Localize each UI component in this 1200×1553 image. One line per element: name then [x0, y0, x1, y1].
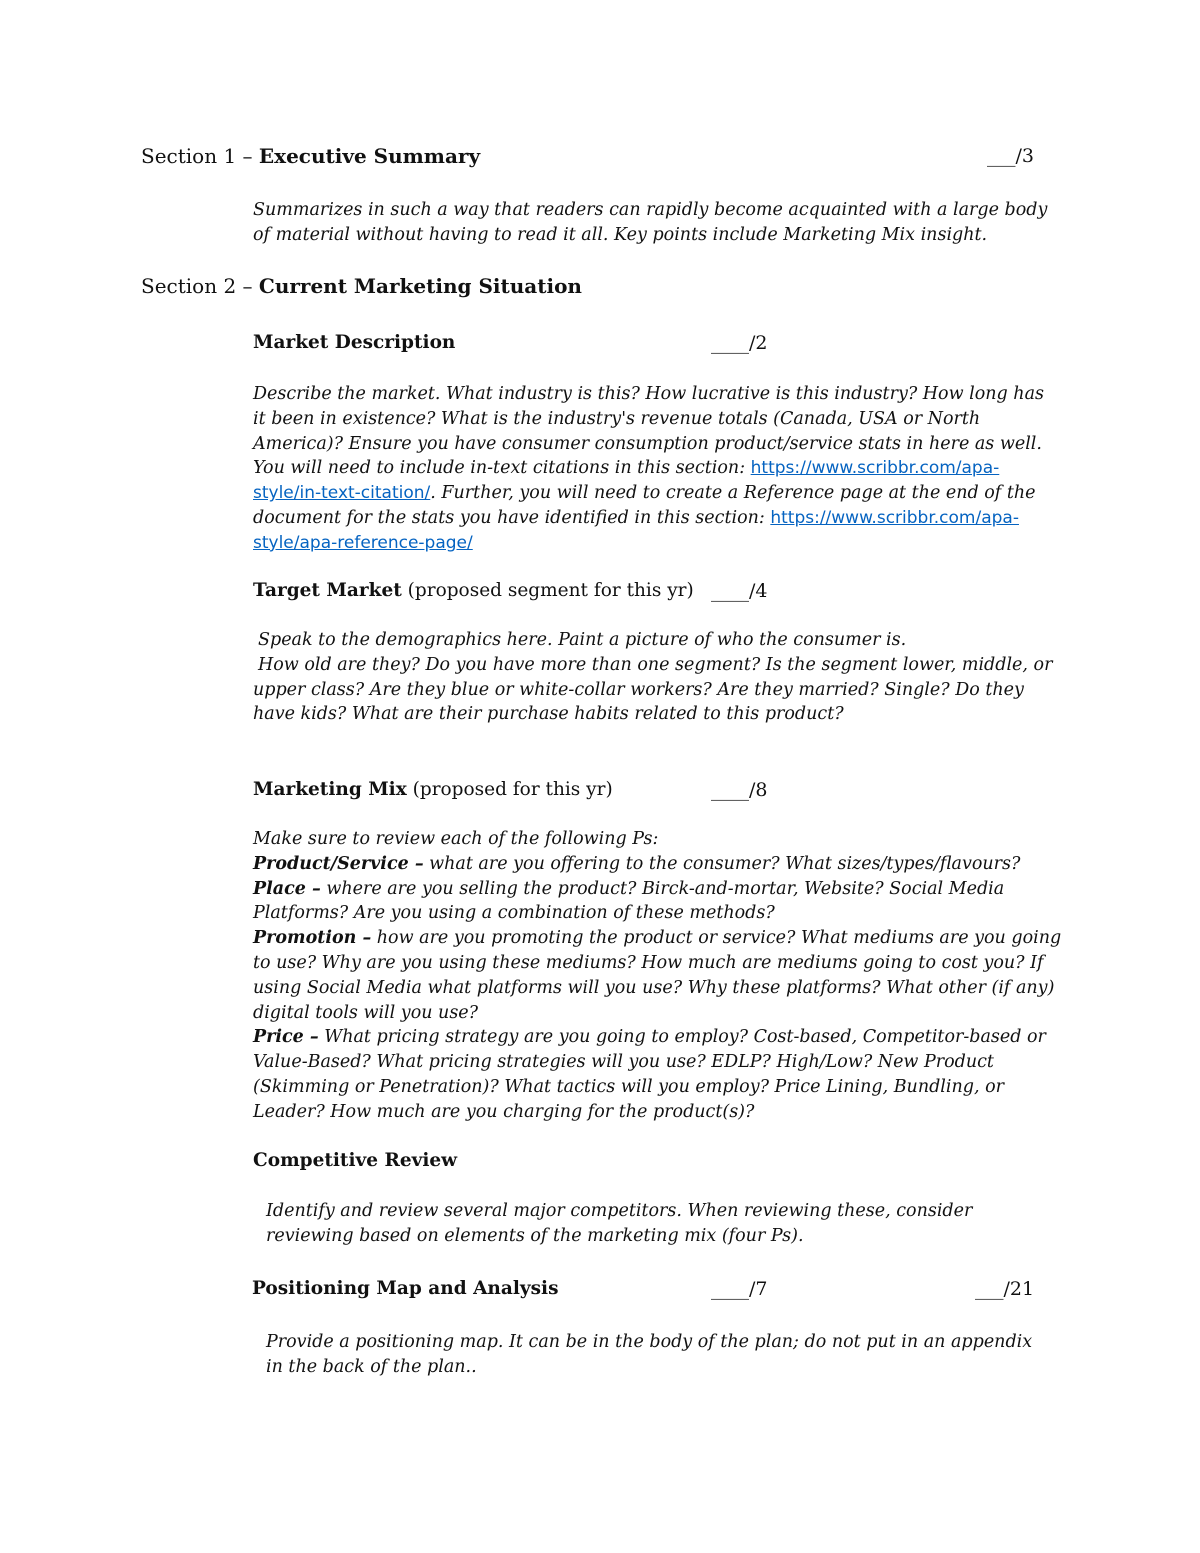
- marketing-mix-intro: Make sure to review each of the following Ps:: [253, 829, 659, 849]
- price-text: What pricing strategy are you going to employ? Cost-based, Competitor-based or Value-Based? What pricing strategies will you use? EDLP? High/Low? New Product (Skimming or Penetration)? What tactics will you employ? Price Lining, Bundling, or Leader? How much are you charging for the product(s)?: [253, 1027, 1046, 1122]
- market-description-title: Market Description: [253, 332, 456, 353]
- target-market-score: ____/4: [711, 580, 768, 602]
- target-market-title: Target Market: [253, 580, 402, 601]
- place-label: Place –: [253, 878, 321, 899]
- market-description-text: [253, 382, 1058, 556]
- marketing-mix-text: [253, 827, 1063, 1125]
- marketing-mix-score: ____/8: [711, 779, 768, 801]
- target-market-line-1: Speak to the demographics here. Paint a picture of who the consumer is.: [258, 630, 907, 650]
- marketing-mix-place: [253, 877, 1063, 927]
- positioning-text: Provide a positioning map. It can be in the body of the plan; do not put in an appendix in the back of the plan..: [266, 1332, 1033, 1377]
- marketing-mix-product: [253, 852, 1063, 877]
- positioning-title: Positioning Map and Analysis: [252, 1278, 559, 1299]
- marketing-mix-title: Marketing Mix: [253, 779, 407, 800]
- section-1-prefix: Section 1 –: [141, 144, 253, 168]
- product-label: Product/Service –: [253, 853, 424, 874]
- product-text: what are you offering to the consumer? What sizes/types/flavours?: [423, 853, 1021, 874]
- target-market-text: [253, 628, 1063, 727]
- price-label: Price –: [253, 1027, 319, 1048]
- market-description-text-2: . Further, you will need to create a Reference page at the end of the document for the stats you have identified in this section:: [253, 483, 1036, 528]
- section-1-title: Executive Summary: [258, 144, 481, 168]
- marketing-mix-subtitle: (proposed for this yr): [412, 779, 613, 800]
- section-2-title: Current Marketing Situation: [258, 274, 582, 298]
- promotion-text: how are you promoting the product or service? What mediums are you going to use? Why are you using these mediums? How much are mediums going to cost you? If using Social Media what platforms will you use? Why these platforms? What other (if any) digital tools will you use?: [253, 928, 1062, 1023]
- marketing-mix-heading: [253, 778, 613, 802]
- section-2-heading: [141, 274, 582, 298]
- reference-page-link[interactable]: https://www.scribbr.com/apa-style/apa-reference-page/: [253, 507, 1019, 553]
- section-1-heading: [141, 144, 480, 168]
- market-description-text-1: Describe the market. What industry is this? How lucrative is this industry? How long has it been in existence? What is the industry's revenue totals (Canada, USA or North America)? Ensure you have consumer consumption product/service stats in here as well. You will need to include in-text citations in this section:: [253, 384, 1044, 479]
- competitive-review-text: Identify and review several major competitors. When reviewing these, consider reviewing based on elements of the marketing mix (four Ps).: [266, 1201, 973, 1246]
- section-2-prefix: Section 2 –: [141, 274, 253, 298]
- section-1-score: ___/3: [987, 145, 1034, 167]
- target-market-heading: [253, 579, 694, 603]
- in-text-citation-link[interactable]: https://www.scribbr.com/apa-style/in-text-citation/: [253, 458, 1000, 504]
- competitive-review-title: Competitive Review: [253, 1150, 458, 1171]
- marketing-mix-price: [253, 1025, 1063, 1124]
- market-description-score: ____/2: [711, 332, 768, 354]
- promotion-label: Promotion –: [253, 928, 372, 949]
- section-1-description: Summarizes in such a way that readers can rapidly become acquainted with a large body of material without having to read it all. Key points include Marketing Mix insight.: [253, 200, 1048, 245]
- target-market-line-2: How old are they? Do you have more than one segment? Is the segment lower, middle, or upper class? Are they blue or white-collar workers? Are they married? Single? Do they have kids? What are their purchase habits related to this product?: [253, 654, 1053, 725]
- place-text: where are you selling the product? Birck-and-mortar, Website? Social Media Platforms? Are you using a combination of these methods?: [253, 878, 1005, 924]
- target-market-subtitle: (proposed segment for this yr): [407, 580, 694, 601]
- positioning-score: ____/7: [711, 1278, 768, 1300]
- marketing-mix-promotion: [253, 926, 1063, 1025]
- section-2-total-score: ___/21: [975, 1278, 1035, 1300]
